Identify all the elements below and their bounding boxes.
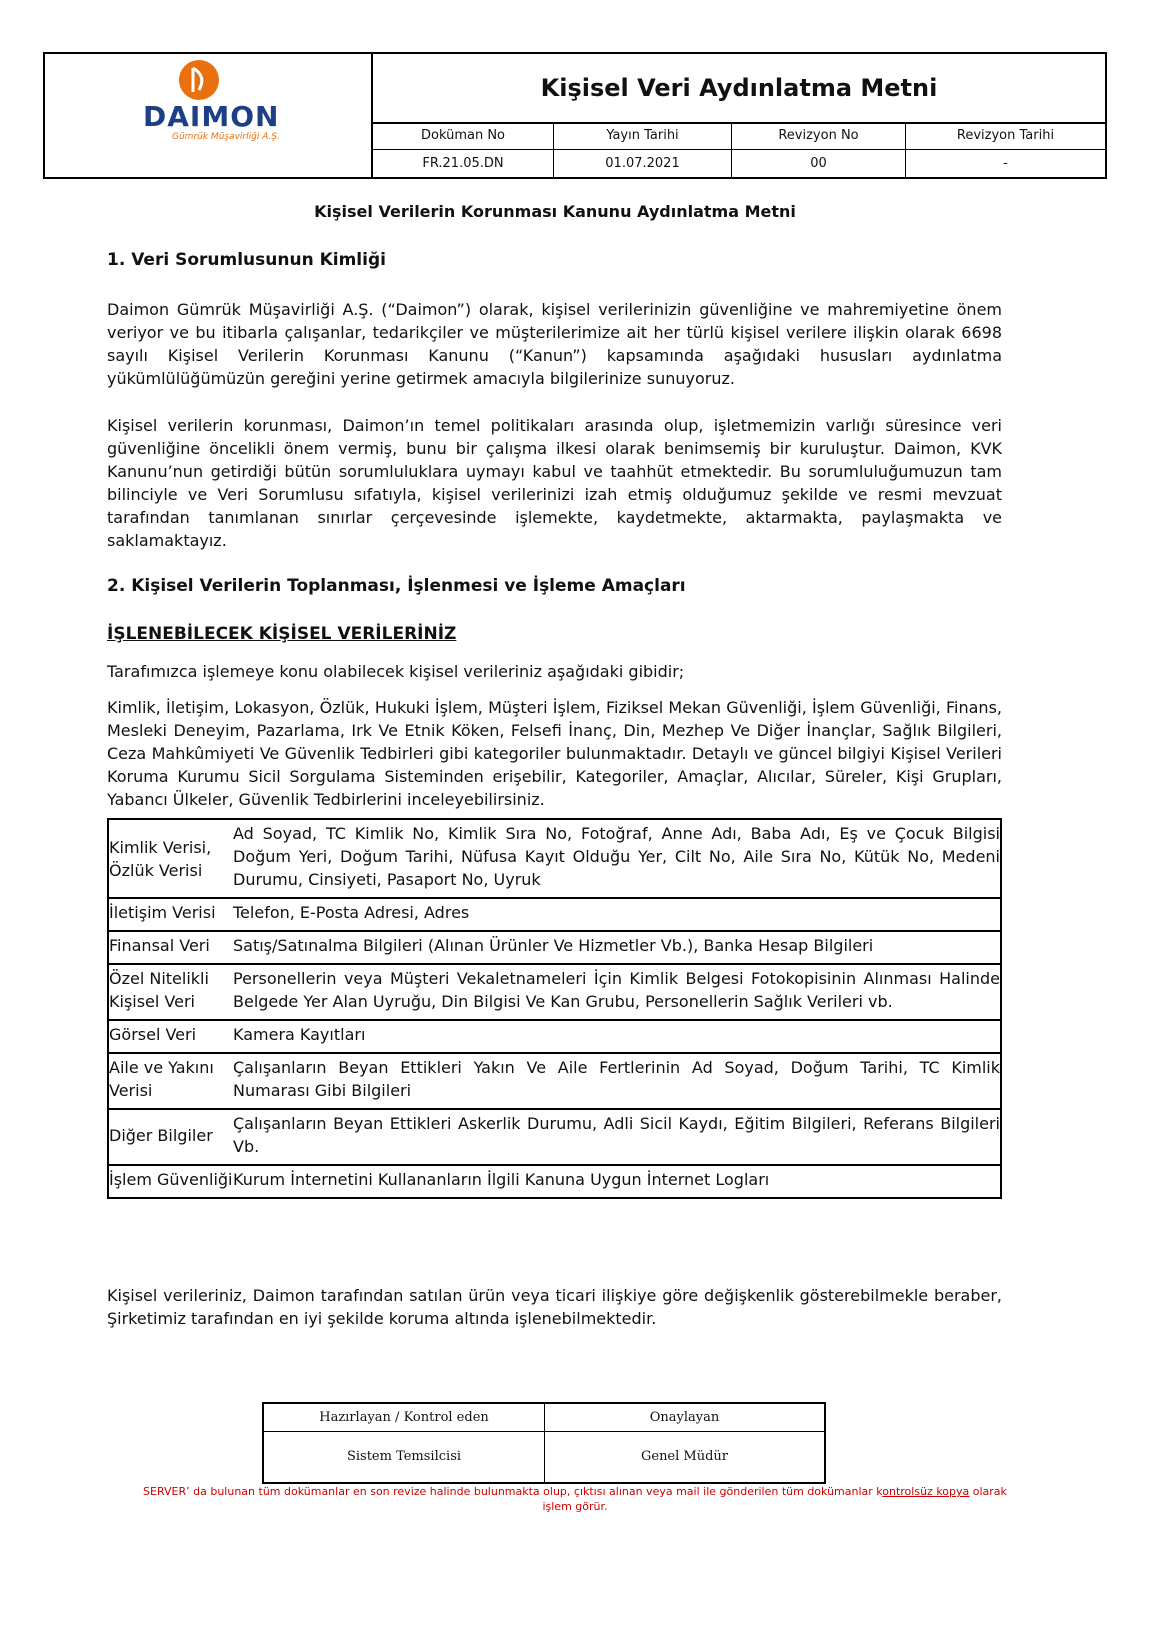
logo-emblem-icon <box>179 60 219 100</box>
meta-value: 00 <box>731 150 905 177</box>
meta-label-row <box>373 122 1105 150</box>
logo-cell <box>45 54 373 177</box>
signature-value-row <box>264 1432 824 1482</box>
section2-subheading: İŞLENEBİLECEK KİŞİSEL VERİLERİNİZ <box>107 624 457 644</box>
table-row <box>109 899 1000 932</box>
table-row <box>109 1021 1000 1054</box>
page-title: Kişisel Verilerin Korunması Kanunu Aydınlatma Metni <box>314 202 796 221</box>
table-row-label: Özel Nitelikli Kişisel Veri <box>109 969 209 1011</box>
section2-heading: 2. Kişisel Verilerin Toplanması, İşlenmesi ve İşleme Amaçları <box>107 576 686 596</box>
table-row <box>109 1166 1000 1197</box>
closing-paragraph: Kişisel verileriniz, Daimon tarafından satılan ürün veya ticari ilişkiye göre değişkenlik gösterebilmekle beraber, Şirketimiz tarafından en iyi şekilde koruma altında işlenebilmektedir. <box>107 1286 1002 1328</box>
logo-wordmark: DAIMON <box>143 100 280 133</box>
table-row-label: İletişim Verisi <box>109 903 216 922</box>
table-row-label: Finansal Veri <box>109 936 210 955</box>
prepared-by-value: Sistem Temsilcisi <box>346 1449 462 1464</box>
table-row-value: Kamera Kayıtları <box>233 1025 366 1044</box>
document-header <box>43 52 1107 179</box>
table-row <box>109 932 1000 965</box>
table-row <box>109 1054 1000 1110</box>
section1-heading: 1. Veri Sorumlusunun Kimliği <box>107 250 386 270</box>
meta-label: Revizyon No <box>731 122 905 149</box>
table-row-value: Telefon, E-Posta Adresi, Adres <box>233 903 470 922</box>
table-row-label: Diğer Bilgiler <box>109 1125 213 1145</box>
table-row-value: Çalışanların Beyan Ettikleri Yakın Ve Aile Fertlerinin Ad Soyad, Doğum Tarihi, TC Kimlik Numarası Gibi Bilgileri <box>233 1058 1000 1100</box>
footer-underlined-text: ontrolsüz kopya <box>882 1485 970 1498</box>
meta-label: Yayın Tarihi <box>553 122 731 149</box>
table-row <box>109 820 1000 899</box>
logo-subtitle: Gümrük Müşavirliği A.Ş. <box>172 132 280 142</box>
section2-paragraph: Kimlik, İletişim, Lokasyon, Özlük, Hukuki İşlem, Müşteri İşlem, Fiziksel Mekan Güvenliği, İşlem Güvenliği, Finans, Mesleki Deneyim, Pazarlama, Irk Ve Etnik Köken, Felsefi İnanç, Din, Mezhep Ve Diğer İnançlar, Sağlık Bilgileri, Ceza Mahkûmiyeti Ve Güvenlik Tedbirleri gibi kategoriler bulunmaktadır. Detaylı ve güncel bilgiyi Kişisel Verileri Koruma Kurumu Sicil Sorgulama Sisteminden erişebilir, Kategoriler, Amaçlar, Alıcılar, Süreler, Kişi Grupları, Yabancı Ülkeler, Güvenlik Tedbirlerini inceleyebilirsiniz. <box>107 698 1002 809</box>
table-row-value: Satış/Satınalma Bilgileri (Alınan Ürünler Ve Hizmetler Vb.), Banka Hesap Bilgileri <box>233 936 874 955</box>
meta-value: - <box>905 150 1105 177</box>
meta-value: FR.21.05.DN <box>422 156 504 171</box>
table-row-label: İşlem Güvenliği <box>109 1170 233 1189</box>
meta-value-row <box>373 150 1105 177</box>
table-row-label: Aile ve Yakını Verisi <box>109 1058 214 1100</box>
section1-paragraph-1: Daimon Gümrük Müşavirliği A.Ş. (“Daimon”) olarak, kişisel verilerinizin güvenliğine ve mahremiyetine önem veriyor ve bu itibarla çalışanlar, tedarikçiler ve müşterilerimize ait her türlü kişisel verilere ilişkin olarak 6698 sayılı Kişisel Verilerin Korunması Kanunu (“Kanun”) kapsamında aşağıdaki hususları aydınlatma yükümlülüğümüzün gereğini yerine getirmek amacıyla bilgilerinize sunuyoruz. <box>107 300 1002 388</box>
approved-by-label: Onaylayan <box>544 1404 824 1432</box>
meta-value: 01.07.2021 <box>553 150 731 177</box>
table-row <box>109 1110 1000 1166</box>
data-category-table <box>107 818 1002 1199</box>
table-row-value: Çalışanların Beyan Ettikleri Askerlik Durumu, Adli Sicil Kaydı, Eğitim Bilgileri, Referans Bilgileri Vb. <box>233 1114 1000 1156</box>
signature-label-row <box>264 1404 824 1432</box>
section1-paragraph-2: Kişisel verilerin korunması, Daimon’ın temel politikaları arasında olup, işletmemizin varlığı süresince veri güvenliğine öncelikli önem vermiş, bunu bir çalışma ilkesi olarak benimsemiş bir kuruluştur. Daimon, KVK Kanunu’nun getirdiği bütün sorumluluklara uymayı kabul ve taahhüt etmektedir. Bu sorumluluğumuzun tam bilinciyle ve Veri Sorumlusu sıfatıyla, kişisel verilerinizi izah etmiş olduğumuz şekilde ve resmi mevzuat tarafından tanımlanan sınırlar çerçevesinde işlemekte, kaydetmekte, aktarmakta, paylaşmakta ve saklamaktayız. <box>107 416 1002 550</box>
table-row-label: Kimlik Verisi, Özlük Verisi <box>109 838 212 880</box>
footer-text: olarak <box>969 1485 1007 1498</box>
table-row-value: Kurum İnternetini Kullananların İlgili Kanuna Uygun İnternet Logları <box>233 1170 770 1189</box>
section2-intro: Tarafımızca işlemeye konu olabilecek kişisel verileriniz aşağıdaki gibidir; <box>107 662 685 681</box>
table-row-value: Personellerin veya Müşteri Vekaletnameleri İçin Kimlik Belgesi Fotokopisinin Alınması Halinde Belgede Yer Alan Uyruğu, Din Bilgisi Ve Kan Grubu, Personellerin Sağlık Verileri vb. <box>233 969 1000 1011</box>
footer-text: işlem görür. <box>542 1500 608 1513</box>
table-row <box>109 965 1000 1021</box>
document-title: Kişisel Veri Aydınlatma Metni <box>373 54 1105 124</box>
meta-label: Revizyon Tarihi <box>905 122 1105 149</box>
table-row-label: Görsel Veri <box>109 1025 197 1044</box>
prepared-by-label: Hazırlayan / Kontrol eden <box>264 1404 544 1432</box>
meta-label: Doküman No <box>420 128 505 143</box>
approved-by-value: Genel Müdür <box>544 1432 824 1482</box>
footer-notice <box>80 1484 1070 1514</box>
table-row-value: Ad Soyad, TC Kimlik No, Kimlik Sıra No, Fotoğraf, Anne Adı, Baba Adı, Eş ve Çocuk Bilgisi Doğum Yeri, Doğum Tarihi, Nüfusa Kayıt Olduğu Yer, Cilt No, Aile Sıra No, Kütük No, Medeni Durumu, Cinsiyeti, Pasaport No, Uyruk <box>233 824 1000 889</box>
signature-table <box>262 1402 826 1484</box>
footer-text: SERVER’ da bulunan tüm dokümanlar en son revize halinde bulunmakta olup, çıktısı alınan veya mail ile gönderilen tüm dokümanlar k <box>143 1485 883 1498</box>
